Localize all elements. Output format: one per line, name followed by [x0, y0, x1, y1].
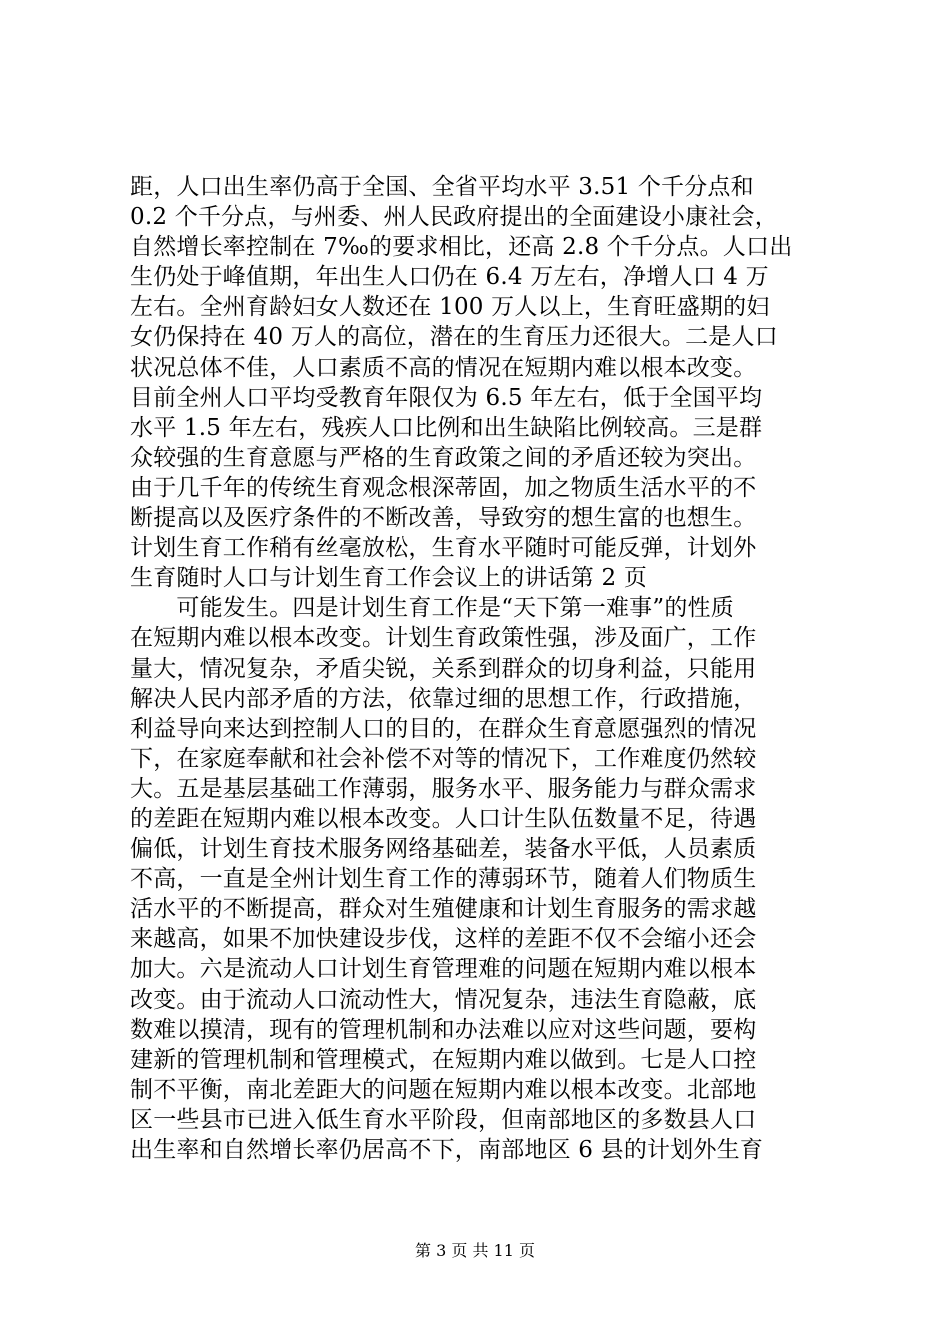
- text-line: 量大，情况复杂，矛盾尖锐，关系到群众的切身利益，只能用: [130, 655, 757, 682]
- text-line: 活水平的不断提高，群众对生殖健康和计划生育服务的需求越: [130, 896, 757, 923]
- text-line: 可能发生。四是计划生育工作是“天下第一难事”的性质: [130, 595, 734, 622]
- text-line: 偏低，计划生育技术服务网络基础差，装备水平低，人员素质: [130, 836, 757, 863]
- text-line: 区一些县市已进入低生育水平阶段，但南部地区的多数县人口: [130, 1106, 757, 1133]
- text-line: 下，在家庭奉献和社会补偿不对等的情况下，工作难度仍然较: [130, 745, 757, 772]
- text-line: 断提高以及医疗条件的不断改善，导致穷的想生富的也想生。: [130, 505, 757, 532]
- text-line: 数难以摸清，现有的管理机制和办法难以应对这些问题，要构: [130, 1016, 757, 1043]
- text-line: 距，人口出生率仍高于全国、全省平均水平 3.51 个千分点和: [130, 174, 754, 200]
- text-line: 生仍处于峰值期，年出生人口仍在 6.4 万左右，净增人口 4 万: [130, 264, 769, 291]
- text-line: 解决人民内部矛盾的方法，依靠过细的思想工作，行政措施，: [130, 685, 757, 712]
- text-line: 计划生育工作稍有丝毫放松，生育水平随时可能反弹，计划外: [130, 535, 757, 562]
- text-line: 在短期内难以根本改变。计划生育政策性强，涉及面广，工作: [130, 625, 757, 652]
- text-line: 生育随时人口与计划生育工作会议上的讲话第 2 页: [130, 565, 648, 592]
- body-text: [130, 172, 830, 1165]
- text-line: 由于几千年的传统生育观念根深蒂固，加之物质生活水平的不: [130, 474, 757, 501]
- page-number: 第 3 页 共 11 页: [415, 1241, 535, 1260]
- text-line: 众较强的生育意愿与严格的生育政策之间的矛盾还较为突出。: [130, 444, 757, 471]
- text-line: 0.2 个千分点，与州委、州人民政府提出的全面建设小康社会，: [130, 204, 778, 231]
- text-line: 状况总体不佳，人口素质不高的情况在短期内难以根本改变。: [130, 354, 757, 381]
- text-line: 建新的管理机制和管理模式，在短期内难以做到。七是人口控: [130, 1046, 757, 1073]
- text-line: 制不平衡，南北差距大的问题在短期内难以根本改变。北部地: [130, 1076, 757, 1103]
- text-line: 改变。由于流动人口流动性大，情况复杂，违法生育隐蔽，底: [130, 986, 757, 1013]
- text-line: 加大。六是流动人口计划生育管理难的问题在短期内难以根本: [130, 956, 757, 983]
- text-line: 自然增长率控制在 7‰的要求相比，还高 2.8 个千分点。人口出: [130, 234, 793, 261]
- text-line: 目前全州人口平均受教育年限仅为 6.5 年左右，低于全国平均: [130, 384, 763, 411]
- text-line: 大。五是基层基础工作薄弱，服务水平、服务能力与群众需求: [130, 775, 757, 802]
- text-line: 不高，一直是全州计划生育工作的薄弱环节，随着人们物质生: [130, 866, 757, 893]
- text-line: 来越高，如果不加快建设步伐，这样的差距不仅不会缩小还会: [130, 926, 757, 953]
- text-line: 出生率和自然增长率仍居高不下，南部地区 6 县的计划外生育: [130, 1137, 764, 1163]
- page-footer: [0, 1240, 950, 1262]
- text-line: 女仍保持在 40 万人的高位，潜在的生育压力还很大。二是人口: [130, 324, 778, 351]
- text-line: 的差距在短期内难以根本改变。人口计生队伍数量不足，待遇: [130, 805, 757, 832]
- text-line: 水平 1.5 年左右，残疾人口比例和出生缺陷比例较高。三是群: [130, 414, 763, 441]
- text-line: 左右。全州育龄妇女人数还在 100 万人以上，生育旺盛期的妇: [130, 294, 770, 321]
- text-line: 利益导向来达到控制人口的目的，在群众生育意愿强烈的情况: [130, 715, 757, 742]
